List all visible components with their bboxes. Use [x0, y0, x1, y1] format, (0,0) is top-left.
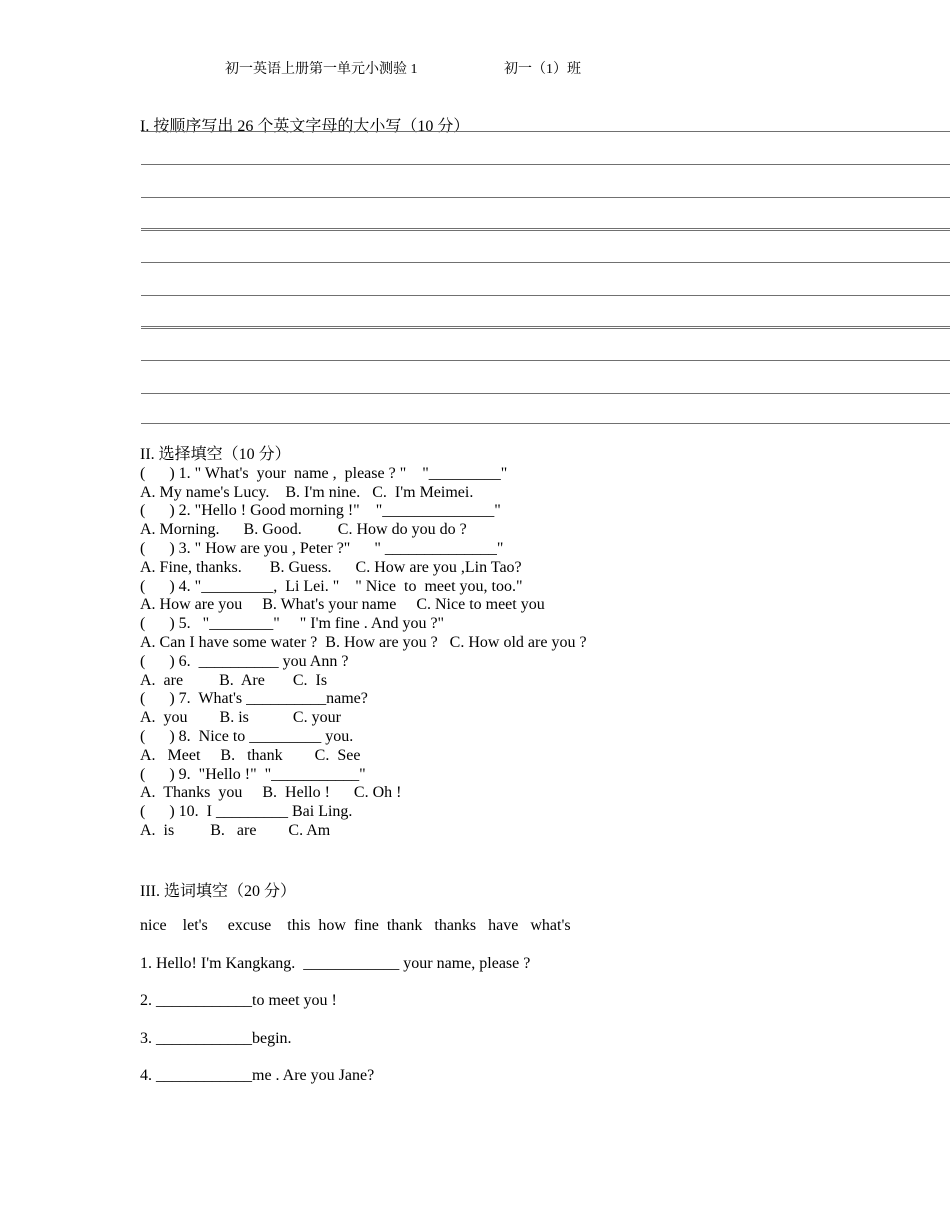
question-stem: ( ) 8. Nice to _________ you. — [140, 727, 354, 745]
question-stem: ( ) 10. I _________ Bai Ling. — [140, 803, 353, 821]
question-options: A. My name's Lucy. B. I'm nine. C. I'm Meimei. — [140, 483, 474, 501]
question-options: A. How are you B. What's your name C. Nice to meet you — [140, 596, 545, 614]
worksheet-title: 初一英语上册第一单元小测验 1 — [225, 62, 418, 77]
question-options: A. Morning. B. Good. C. How do you do ? — [140, 521, 467, 539]
writing-line — [141, 197, 950, 198]
writing-line — [141, 423, 950, 424]
question-stem: ( ) 6. __________ you Ann ? — [140, 652, 349, 670]
writing-line — [141, 164, 950, 165]
question-options: A. Thanks you B. Hello ! C. Oh ! — [140, 784, 402, 802]
writing-line — [141, 228, 950, 231]
writing-line — [141, 262, 950, 263]
writing-line — [141, 393, 950, 394]
class-label: 初一（1）班 — [504, 62, 581, 77]
writing-line — [141, 326, 950, 329]
question-options: A. is B. are C. Am — [140, 821, 331, 839]
question-options: A. you B. is C. your — [140, 709, 341, 727]
question-options: A. Fine, thanks. B. Guess. C. How are you ,Lin Tao? — [140, 558, 522, 576]
question-stem: ( ) 7. What's __________name? — [140, 690, 368, 708]
section2-block — [140, 446, 587, 841]
fill-item: 2. ____________to meet you ! — [140, 992, 337, 1009]
question-stem: ( ) 9. "Hello !" "___________" — [140, 765, 366, 783]
question-stem: ( ) 3. " How are you , Peter ?" " ______________" — [140, 539, 504, 557]
section1-heading: I. 按顺序写出 26 个英文字母的大小写（10 分） — [140, 118, 470, 135]
question-options: A. Can I have some water ? B. How are you ? C. How old are you ? — [140, 633, 587, 651]
fill-item: 3. ____________begin. — [140, 1030, 292, 1047]
fill-item: 4. ____________me . Are you Jane? — [140, 1067, 375, 1084]
question-options: A. Meet B. thank C. See — [140, 746, 361, 764]
fill-item: 1. Hello! I'm Kangkang. ____________ your name, please ? — [140, 955, 531, 972]
section2-heading: II. 选择填空（10 分） — [140, 446, 291, 463]
section3-heading: III. 选词填空（20 分） — [140, 883, 296, 900]
question-stem: ( ) 1. " What's your name , please ? " "_________" — [140, 464, 508, 482]
question-stem: ( ) 5. "________" " I'm fine . And you ?" — [140, 615, 445, 633]
question-stem: ( ) 4. "_________, Li Lei. " " Nice to meet you, too." — [140, 577, 523, 595]
writing-line — [141, 360, 950, 361]
question-options: A. are B. Are C. Is — [140, 671, 328, 689]
question-stem: ( ) 2. "Hello ! Good morning !" "______________" — [140, 502, 501, 520]
writing-line — [141, 131, 950, 132]
writing-line — [141, 295, 950, 296]
word-bank: nice let's excuse this how fine thank thanks have what's — [140, 917, 571, 934]
